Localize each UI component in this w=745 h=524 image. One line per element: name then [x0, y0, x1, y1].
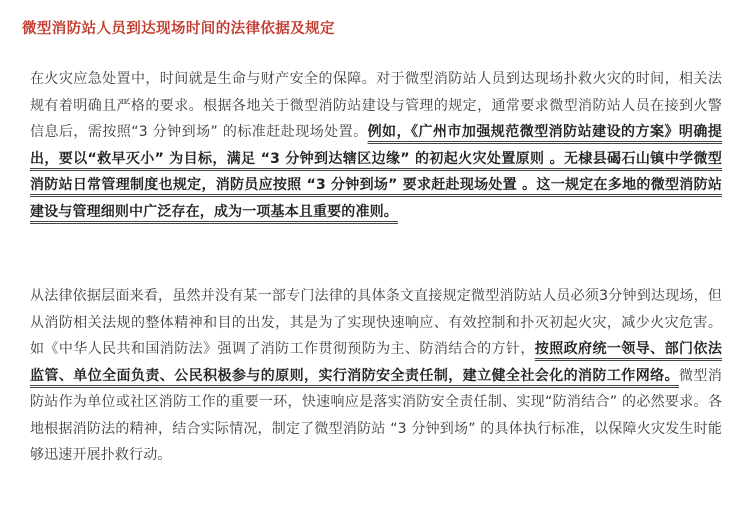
paragraph-1-text: 在火灾应急处置中，时间就是生命与财产安全的保障。对于微型消防站人员到达现场扑救火灾的时间，相关法规有着明确且严格的要求。根据各地关于微型消防站建设与管理的规定，通常要求微型消防站人员在接到火警信息后，需按照“3 分钟到场” 的标准赶赴现场处置。: [30, 71, 722, 140]
paragraph-2-highlight: 按照政府统一领导、部门依法监管、单位全面负责、公民积极参与的原则，实行消防安全责任制，建立健全社会化的消防工作网络。: [30, 341, 722, 384]
paragraph-legal-basis: [30, 283, 722, 469]
document-title: 微型消防站人员到达现场时间的法律依据及规定: [22, 21, 335, 37]
paragraph-2-text: 从法律依据层面来看，虽然并没有某一部专门法律的具体条文直接规定微型消防站人员必须3分钟到达现场，但从消防相关法规的整体精神和目的出发，其是为了实现快速响应、有效控制和扑灭初起火灾，减少火灾危害。如《中华人民共和国消防法》强调了消防工作贯彻预防为主、防消结合的方针，: [30, 288, 722, 357]
paragraph-1-highlight: 例如，《广州市加强规范微型消防站建设的方案》明确提出，要以“救早灭小” 为目标，满足 “3 分钟到达辖区边缘” 的初起火灾处置原则 。无棣县碣石山镇中学微型消防站日常管理制度也规定，消防员应按照 “3 分钟到场” 要求赶赴现场处置 。这一规定在多地的微型消防站建设与管理细则中广泛存在，成为一项基本且重要的准则。: [30, 124, 723, 220]
paragraph-legal-requirement: [30, 66, 722, 225]
paragraph-2-tail: 微型消防站作为单位或社区消防工作的重要一环，快速响应是落实消防安全责任制、实现“防消结合” 的必然要求。各地根据消防法的精神，结合实际情况，制定了微型消防站 “3 分钟到场” 的具体执行标准，以保障火灾发生时能够迅速开展扑救行动。: [30, 367, 722, 463]
